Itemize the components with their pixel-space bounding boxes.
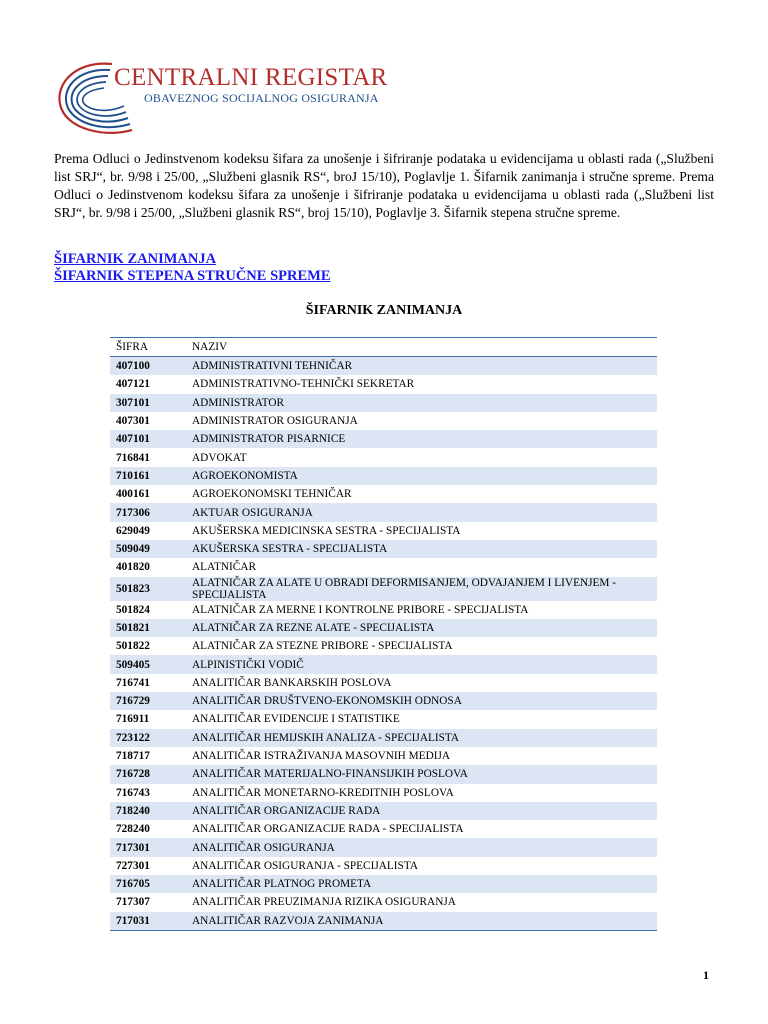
row-name: AGROEKONOMISTA (186, 467, 657, 485)
table-row (110, 412, 657, 430)
table-row (110, 747, 657, 765)
logo-title: CENTRALNI REGISTAR (114, 64, 388, 91)
table-row (110, 522, 657, 540)
row-code: 501823 (110, 577, 186, 601)
row-name: ANALITIČAR EVIDENCIJE I STATISTIKE (186, 710, 657, 728)
table-row (110, 784, 657, 802)
link-sifarnik-zanimanja[interactable]: ŠIFARNIK ZANIMANJA (54, 251, 217, 267)
row-code: 717307 (110, 893, 186, 911)
table-row (110, 558, 657, 576)
row-name: ANALITIČAR ORGANIZACIJE RADA - SPECIJALISTA (186, 820, 657, 838)
row-name: ADMINISTRATOR (186, 394, 657, 412)
table-body (110, 357, 657, 931)
row-code: 400161 (110, 485, 186, 503)
row-code: 716705 (110, 875, 186, 893)
row-code: 710161 (110, 467, 186, 485)
row-code: 716728 (110, 765, 186, 783)
row-name: ANALITIČAR RAZVOJA ZANIMANJA (186, 912, 657, 931)
table-row (110, 912, 657, 931)
table-row (110, 820, 657, 838)
table-row (110, 893, 657, 911)
row-name: ANALITIČAR BANKARSKIH POSLOVA (186, 674, 657, 692)
row-code: 717031 (110, 912, 186, 931)
page-number: 1 (703, 968, 709, 982)
table-row (110, 857, 657, 875)
table-row (110, 692, 657, 710)
table-row (110, 802, 657, 820)
row-name: ANALITIČAR OSIGURANJA - SPECIJALISTA (186, 857, 657, 875)
table-row (110, 467, 657, 485)
row-code: 716729 (110, 692, 186, 710)
row-code: 509049 (110, 540, 186, 558)
row-name: ANALITIČAR OSIGURANJA (186, 838, 657, 856)
row-code: 716911 (110, 710, 186, 728)
row-code: 716741 (110, 674, 186, 692)
table-row (110, 655, 657, 673)
row-name: AKTUAR OSIGURANJA (186, 503, 657, 521)
row-name: ALATNIČAR (186, 558, 657, 576)
logo (52, 58, 388, 140)
intro-paragraph: Prema Odluci o Jedinstvenom kodeksu šifara za unošenje i šifriranje podataka u evidencijama u oblasti rada („Službeni list SRJ“, br. 9/98 i 25/00, „Službeni glasnik RS“, broJ 15/10), Poglavlje 1. Šifarnik zanimanja i stručne spreme. Prema Odluci o Jedinstvenom kodeksu šifara za unošenje i šifriranje podataka u evidencijama u oblasti rada („Službeni list SRJ“, br. 9/98 i 25/00, „Službeni glasnik RS“, broj 15/10), Poglavlje 3. Šifarnik stepena stručne spreme. (54, 151, 714, 220)
row-code: 717306 (110, 503, 186, 521)
table-header-row (110, 338, 657, 357)
row-name: ADMINISTRATOR OSIGURANJA (186, 412, 657, 430)
row-name: ALATNIČAR ZA REZNE ALATE - SPECIJALISTA (186, 619, 657, 637)
row-code: 718717 (110, 747, 186, 765)
row-name: AGROEKONOMSKI TEHNIČAR (186, 485, 657, 503)
table-row (110, 357, 657, 376)
column-header-code: ŠIFRA (110, 338, 186, 357)
table-row (110, 540, 657, 558)
row-code: 407101 (110, 430, 186, 448)
row-name: ADVOKAT (186, 448, 657, 466)
occupation-code-table (110, 337, 657, 931)
table-row (110, 503, 657, 521)
table-row (110, 601, 657, 619)
row-name: ANALITIČAR ORGANIZACIJE RADA (186, 802, 657, 820)
row-code: 716743 (110, 784, 186, 802)
table-row (110, 875, 657, 893)
row-code: 407100 (110, 357, 186, 376)
row-code: 718240 (110, 802, 186, 820)
table-row (110, 394, 657, 412)
row-name: ADMINISTRATIVNO-TEHNIČKI SEKRETAR (186, 375, 657, 393)
row-code: 407121 (110, 375, 186, 393)
row-name: ALATNIČAR ZA STEZNE PRIBORE - SPECIJALISTA (186, 637, 657, 655)
row-code: 501824 (110, 601, 186, 619)
row-name: ALATNIČAR ZA MERNE I KONTROLNE PRIBORE - SPECIJALISTA (186, 601, 657, 619)
row-name: ANALITIČAR MATERIJALNO-FINANSIJKIH POSLOVA (186, 765, 657, 783)
section-title: ŠIFARNIK ZANIMANJA (305, 303, 463, 318)
row-name: ALATNIČAR ZA ALATE U OBRADI DEFORMISANJEM, ODVAJANJEM I LIVENJEM - SPECIJALISTA (186, 577, 657, 601)
row-code: 407301 (110, 412, 186, 430)
table-row (110, 375, 657, 393)
table-row (110, 765, 657, 783)
row-code: 728240 (110, 820, 186, 838)
row-code: 501821 (110, 619, 186, 637)
table-row (110, 674, 657, 692)
link-sifarnik-stepena-strucne-spreme[interactable]: ŠIFARNIK STEPENA STRUČNE SPREME (54, 268, 331, 284)
row-code: 727301 (110, 857, 186, 875)
table-row (110, 637, 657, 655)
row-name: AKUŠERSKA SESTRA - SPECIJALISTA (186, 540, 657, 558)
row-code: 629049 (110, 522, 186, 540)
row-name: ANALITIČAR PREUZIMANJA RIZIKA OSIGURANJA (186, 893, 657, 911)
row-code: 716841 (110, 448, 186, 466)
table-row (110, 485, 657, 503)
column-header-name: NAZIV (186, 338, 657, 357)
row-name: ANALITIČAR ISTRAŽIVANJA MASOVNIH MEDIJA (186, 747, 657, 765)
table-row (110, 619, 657, 637)
row-name: ADMINISTRATIVNI TEHNIČAR (186, 357, 657, 376)
row-code: 501822 (110, 637, 186, 655)
table-row (110, 448, 657, 466)
row-name: ANALITIČAR PLATNOG PROMETA (186, 875, 657, 893)
row-code: 717301 (110, 838, 186, 856)
row-name: ANALITIČAR HEMIJSKIH ANALIZA - SPECIJALISTA (186, 729, 657, 747)
row-code: 723122 (110, 729, 186, 747)
row-name: ANALITIČAR MONETARNO-KREDITNIH POSLOVA (186, 784, 657, 802)
row-name: ALPINISTIČKI VODIČ (186, 655, 657, 673)
row-code: 509405 (110, 655, 186, 673)
row-name: ADMINISTRATOR PISARNICE (186, 430, 657, 448)
row-name: AKUŠERSKA MEDICINSKA SESTRA - SPECIJALISTA (186, 522, 657, 540)
table-row (110, 577, 657, 601)
table-row (110, 838, 657, 856)
row-name: ANALITIČAR DRUŠTVENO-EKONOMSKIH ODNOSA (186, 692, 657, 710)
table-row (110, 710, 657, 728)
table-row (110, 729, 657, 747)
logo-subtitle: OBAVEZNOG SOCIJALNOG OSIGURANJA (144, 91, 379, 105)
table-row (110, 430, 657, 448)
row-code: 307101 (110, 394, 186, 412)
row-code: 401820 (110, 558, 186, 576)
document-links (54, 251, 331, 285)
